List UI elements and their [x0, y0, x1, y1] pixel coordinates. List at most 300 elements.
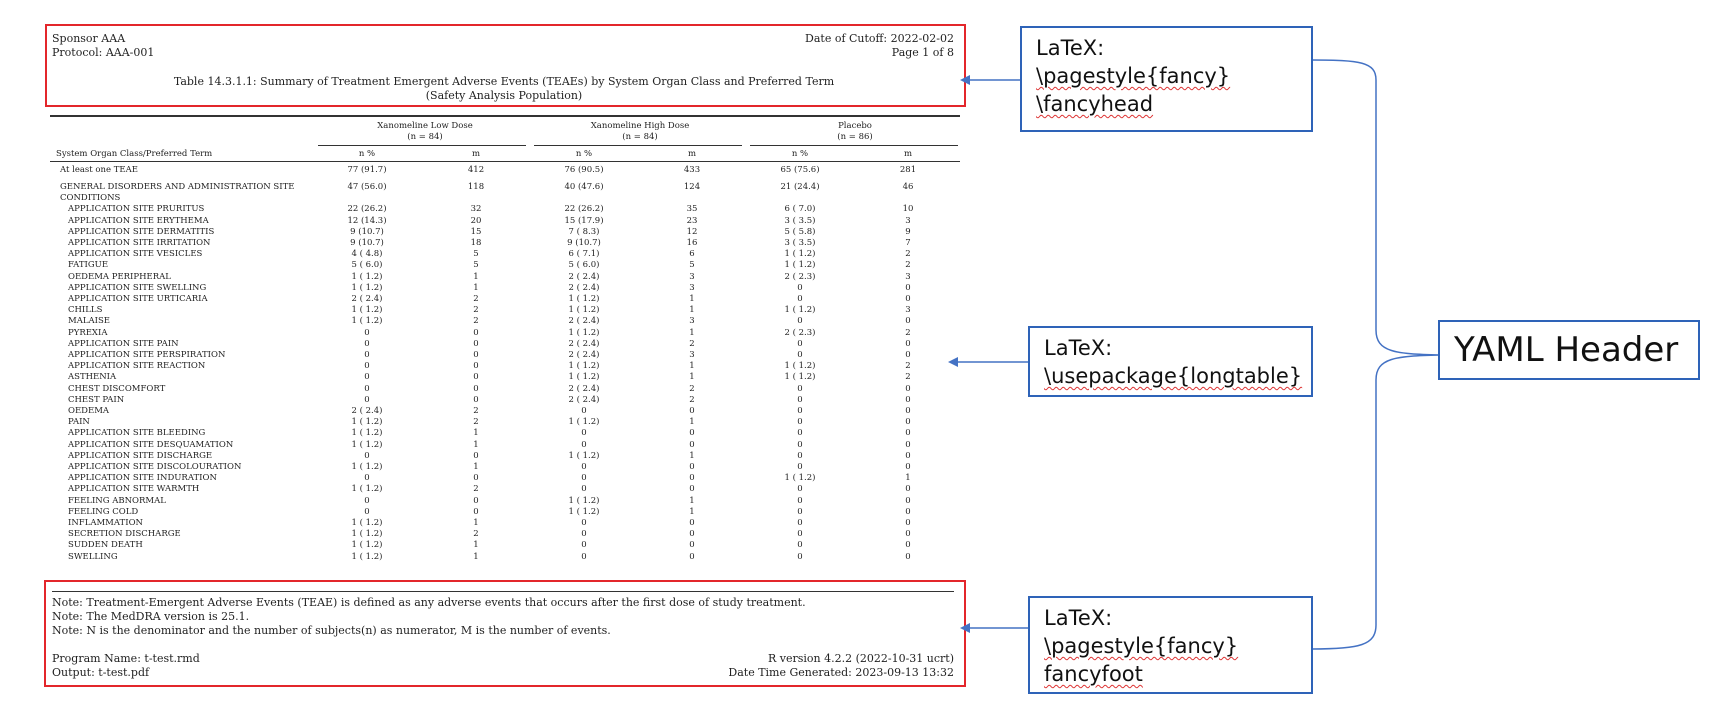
cell-n-percent: 0	[797, 529, 803, 540]
cell-n-percent: 5 ( 5.8)	[784, 226, 816, 237]
cell-n-percent: 22 (26.2)	[347, 204, 387, 215]
cell-n-percent: 2 ( 2.4)	[351, 294, 383, 304]
cell-m: 1	[473, 462, 479, 472]
group-rule	[318, 145, 526, 146]
cell-n-percent: 40 (47.6)	[564, 182, 604, 193]
cell-m: 0	[689, 484, 695, 495]
annotation-code: fancyfoot	[1044, 662, 1143, 686]
row-term: APPLICATION SITE IRRITATION	[68, 238, 211, 248]
table-row	[0, 395, 1000, 406]
cell-m: 0	[905, 450, 911, 461]
output-name: Output: t-test.pdf	[52, 666, 150, 679]
cell-n-percent: 0	[797, 394, 803, 405]
cell-n-percent: 0	[364, 473, 370, 484]
group-name: Xanomeline Low Dose	[377, 121, 473, 131]
cell-n-percent: 0	[581, 540, 587, 551]
row-term: APPLICATION SITE PRURITUS	[68, 204, 205, 215]
table-row	[0, 507, 1000, 518]
cell-m: 1	[473, 439, 479, 450]
cell-n-percent: 0	[797, 406, 803, 416]
cell-m: 2	[473, 417, 479, 428]
cell-n-percent: 1 ( 1.2)	[351, 271, 383, 282]
cell-m: 0	[905, 417, 911, 428]
cell-n-percent: 7 ( 8.3)	[568, 226, 600, 237]
cell-m: 1	[689, 450, 695, 461]
table-row	[0, 406, 1000, 417]
cell-m: 3	[689, 316, 695, 327]
cell-m: 0	[905, 462, 911, 472]
row-term: APPLICATION SITE REACTION	[68, 361, 206, 372]
annotation-code: \pagestyle{fancy}	[1036, 64, 1231, 88]
cell-n-percent: 0	[581, 473, 587, 484]
annotation-line	[1044, 632, 1297, 660]
annotation-fancyhead	[1020, 26, 1313, 132]
table-row	[0, 462, 1000, 473]
cell-n-percent: 0	[797, 439, 803, 450]
cell-m: 124	[683, 182, 701, 193]
cell-n-percent: 0	[581, 551, 587, 562]
table-row	[0, 283, 1000, 294]
cell-n-percent: 0	[797, 338, 803, 349]
cell-n-percent: 0	[797, 316, 803, 327]
cell-n-percent: 0	[581, 518, 587, 528]
footer-top-rule	[52, 591, 954, 592]
protocol-label: Protocol: AAA-001	[52, 46, 155, 59]
cell-m: 1	[473, 428, 479, 439]
row-term: SWELLING	[68, 551, 118, 562]
cell-m: 1	[689, 372, 695, 383]
cell-m: 1	[473, 271, 479, 282]
cell-n-percent: 0	[797, 450, 803, 461]
cell-n-percent: 1 ( 1.2)	[351, 316, 383, 327]
cell-m: 0	[905, 406, 911, 416]
row-term: APPLICATION SITE INDURATION	[68, 473, 217, 484]
footer-note-3: Note: N is the denominator and the number of subjects(n) as numerator, M is the number of events.	[52, 624, 611, 637]
annotation-code: \usepackage{longtable}	[1044, 364, 1303, 388]
cell-m: 3	[689, 282, 695, 293]
row-term: APPLICATION SITE SWELLING	[68, 282, 207, 293]
table-row	[0, 451, 1000, 462]
cell-m: 0	[905, 394, 911, 405]
row-term: APPLICATION SITE DERMATITIS	[68, 226, 215, 237]
cell-n-percent: 1 ( 1.2)	[568, 372, 600, 383]
cell-n-percent: 21 (24.4)	[780, 182, 820, 193]
cell-m: 1	[689, 495, 695, 506]
cell-m: 2	[473, 529, 479, 540]
yaml-brace	[1312, 60, 1440, 649]
cell-n-percent: 1 ( 1.2)	[351, 282, 383, 293]
cell-m: 18	[470, 238, 482, 248]
annotation-line	[1044, 362, 1303, 390]
cell-m: 0	[473, 327, 479, 338]
cell-n-percent: 1 ( 1.2)	[784, 473, 816, 484]
table-row	[0, 216, 1000, 227]
table-row	[0, 529, 1000, 540]
cell-n-percent: 2 ( 2.4)	[568, 350, 600, 360]
row-term: APPLICATION SITE PERSPIRATION	[68, 350, 226, 360]
annotation-longtable	[1028, 326, 1313, 397]
cell-n-percent: 2 ( 2.4)	[568, 316, 600, 327]
cell-m: 2	[905, 372, 911, 383]
cell-m: 2	[473, 305, 479, 316]
row-term: OEDEMA PERIPHERAL	[68, 271, 171, 282]
table-row	[0, 552, 1000, 563]
group-n: (n = 86)	[837, 132, 873, 142]
date-generated: Date Time Generated: 2023-09-13 13:32	[728, 666, 954, 679]
row-term: APPLICATION SITE VESICLES	[68, 249, 203, 260]
cell-m: 0	[905, 383, 911, 394]
cell-n-percent: 22 (26.2)	[564, 204, 604, 215]
table-row	[0, 496, 1000, 507]
cell-n-percent: 2 ( 2.3)	[784, 271, 816, 282]
row-term: APPLICATION SITE BLEEDING	[68, 428, 206, 439]
group-name: Xanomeline High Dose	[590, 121, 690, 131]
cell-n-percent: 0	[364, 450, 370, 461]
row-term: At least one TEAE	[60, 165, 138, 175]
cell-m: 2	[905, 361, 911, 372]
cell-m: 1	[473, 282, 479, 293]
cell-n-percent: 3 ( 3.5)	[784, 238, 816, 248]
cell-m: 0	[473, 450, 479, 461]
cell-m: 0	[473, 372, 479, 383]
column-header-term: System Organ Class/Preferred Term	[56, 149, 213, 159]
cell-n-percent: 1 ( 1.2)	[784, 249, 816, 260]
cell-m: 46	[902, 182, 914, 193]
cell-n-percent: 1 ( 1.2)	[784, 361, 816, 372]
cell-m: 5	[689, 260, 695, 271]
annotation-line	[1044, 660, 1297, 688]
column-header-n: n %	[791, 149, 809, 159]
row-term: APPLICATION SITE DISCOLOURATION	[68, 462, 242, 472]
cell-m: 0	[689, 540, 695, 551]
row-term: APPLICATION SITE PAIN	[68, 338, 179, 349]
row-term: FEELING ABNORMAL	[68, 495, 166, 506]
cell-m: 23	[686, 215, 698, 226]
cell-n-percent: 0	[364, 350, 370, 360]
cell-n-percent: 0	[581, 439, 587, 450]
cell-n-percent: 47 (56.0)	[347, 182, 387, 193]
cell-n-percent: 5 ( 6.0)	[568, 260, 600, 271]
table-row	[0, 484, 1000, 495]
cell-n-percent: 0	[797, 506, 803, 517]
row-term: SUDDEN DEATH	[68, 540, 143, 551]
table-row	[0, 361, 1000, 372]
row-term: APPLICATION SITE WARMTH	[68, 484, 200, 495]
cell-m: 0	[473, 495, 479, 506]
cell-m: 2	[689, 383, 695, 394]
cell-n-percent: 0	[797, 540, 803, 551]
cell-n-percent: 2 ( 2.3)	[784, 327, 816, 338]
table-row	[0, 238, 1000, 249]
group-n: (n = 84)	[407, 132, 443, 142]
table-row	[0, 316, 1000, 327]
cell-m: 2	[473, 484, 479, 495]
cell-n-percent: 12 (14.3)	[347, 215, 387, 226]
cell-n-percent: 0	[581, 462, 587, 472]
cell-n-percent: 2 ( 2.4)	[568, 282, 600, 293]
table-row	[0, 339, 1000, 350]
cell-m: 0	[473, 338, 479, 349]
cell-n-percent: 1 ( 1.2)	[351, 417, 383, 428]
cell-m: 1	[473, 540, 479, 551]
cell-n-percent: 1 ( 1.2)	[351, 462, 383, 472]
cell-n-percent: 3 ( 3.5)	[784, 215, 816, 226]
column-header-m: m	[471, 149, 481, 159]
cell-n-percent: 0	[797, 282, 803, 293]
cell-m: 433	[683, 165, 701, 175]
cell-m: 0	[905, 529, 911, 540]
cell-n-percent: 0	[797, 350, 803, 360]
row-term: PYREXIA	[68, 327, 108, 338]
cell-m: 7	[905, 238, 911, 248]
cell-m: 2	[473, 406, 479, 416]
cell-n-percent: 1 ( 1.2)	[351, 540, 383, 551]
row-term: CHILLS	[68, 305, 103, 316]
cell-n-percent: 0	[364, 383, 370, 394]
cell-n-percent: 2 ( 2.4)	[568, 338, 600, 349]
annotation-line: LaTeX:	[1036, 36, 1105, 60]
cell-m: 0	[689, 462, 695, 472]
column-header-n: n %	[575, 149, 593, 159]
cell-m: 0	[905, 484, 911, 495]
cutoff-date: Date of Cutoff: 2022-02-02	[805, 32, 954, 45]
cell-m: 118	[467, 182, 485, 193]
cell-m: 0	[905, 428, 911, 439]
table-row	[0, 518, 1000, 529]
cell-m: 32	[470, 204, 482, 215]
row-term: CHEST DISCOMFORT	[68, 383, 166, 394]
table-row	[0, 350, 1000, 361]
row-term: APPLICATION SITE DISCHARGE	[68, 450, 213, 461]
cell-n-percent: 0	[797, 417, 803, 428]
cell-n-percent: 1 ( 1.2)	[351, 551, 383, 562]
table-row	[0, 165, 1000, 176]
table-row	[0, 384, 1000, 395]
cell-m: 1	[689, 294, 695, 304]
row-term: GENERAL DISORDERS AND ADMINISTRATION SITE CONDITIONS	[60, 182, 295, 204]
cell-m: 2	[689, 394, 695, 405]
cell-m: 20	[470, 215, 482, 226]
cell-n-percent: 0	[797, 462, 803, 472]
cell-m: 1	[473, 551, 479, 562]
column-header-m: m	[903, 149, 913, 159]
cell-m: 0	[689, 529, 695, 540]
cell-n-percent: 0	[364, 372, 370, 383]
cell-n-percent: 1 ( 1.2)	[568, 294, 600, 304]
cell-n-percent: 1 ( 1.2)	[784, 305, 816, 316]
table-top-rule	[50, 115, 960, 117]
cell-m: 0	[689, 439, 695, 450]
row-term: MALAISE	[68, 316, 111, 327]
cell-n-percent: 0	[581, 428, 587, 439]
cell-n-percent: 1 ( 1.2)	[568, 305, 600, 316]
row-term: OEDEMA	[68, 406, 110, 416]
row-term: FEELING COLD	[68, 506, 139, 517]
cell-m: 0	[689, 473, 695, 484]
cell-m: 2	[473, 316, 479, 327]
table-row	[0, 182, 1000, 204]
cell-n-percent: 6 ( 7.0)	[784, 204, 816, 215]
cell-n-percent: 0	[797, 383, 803, 394]
table-subtitle: (Safety Analysis Population)	[425, 89, 583, 102]
cell-m: 9	[905, 226, 911, 237]
cell-m: 15	[470, 226, 482, 237]
cell-m: 1	[905, 473, 911, 484]
cell-m: 1	[473, 518, 479, 528]
cell-m: 2	[905, 260, 911, 271]
table-row	[0, 249, 1000, 260]
cell-m: 0	[473, 361, 479, 372]
cell-m: 12	[686, 226, 698, 237]
cell-n-percent: 6 ( 7.1)	[568, 249, 600, 260]
cell-n-percent: 0	[797, 495, 803, 506]
cell-n-percent: 0	[797, 428, 803, 439]
table-row	[0, 260, 1000, 271]
cell-m: 0	[473, 473, 479, 484]
cell-n-percent: 0	[364, 338, 370, 349]
group-name: Placebo	[838, 121, 872, 131]
cell-m: 5	[473, 249, 479, 260]
cell-n-percent: 1 ( 1.2)	[784, 372, 816, 383]
cell-m: 0	[905, 282, 911, 293]
cell-m: 3	[905, 215, 911, 226]
cell-n-percent: 0	[364, 361, 370, 372]
cell-m: 0	[905, 294, 911, 304]
cell-n-percent: 2 ( 2.4)	[568, 383, 600, 394]
cell-n-percent: 1 ( 1.2)	[568, 495, 600, 506]
cell-n-percent: 1 ( 1.2)	[351, 529, 383, 540]
table-row	[0, 204, 1000, 215]
cell-n-percent: 2 ( 2.4)	[351, 406, 383, 416]
cell-n-percent: 0	[364, 394, 370, 405]
cell-m: 0	[473, 506, 479, 517]
cell-m: 0	[689, 518, 695, 528]
program-name: Program Name: t-test.rmd	[52, 652, 200, 665]
cell-n-percent: 1 ( 1.2)	[568, 417, 600, 428]
cell-m: 0	[905, 350, 911, 360]
table-row	[0, 440, 1000, 451]
cell-n-percent: 1 ( 1.2)	[351, 484, 383, 495]
cell-m: 3	[689, 350, 695, 360]
cell-n-percent: 1 ( 1.2)	[351, 439, 383, 450]
row-term: FATIGUE	[68, 260, 109, 271]
cell-n-percent: 65 (75.6)	[780, 165, 820, 175]
cell-n-percent: 1 ( 1.2)	[568, 361, 600, 372]
cell-m: 0	[905, 338, 911, 349]
table-row	[0, 294, 1000, 305]
column-header-m: m	[687, 149, 697, 159]
cell-n-percent: 15 (17.9)	[564, 215, 604, 226]
annotation-code: \pagestyle{fancy}	[1044, 634, 1239, 658]
column-header-n: n %	[358, 149, 376, 159]
cell-m: 6	[689, 249, 695, 260]
table-row	[0, 417, 1000, 428]
cell-m: 0	[473, 350, 479, 360]
row-term: INFLAMMATION	[68, 518, 143, 528]
cell-n-percent: 1 ( 1.2)	[568, 450, 600, 461]
cell-m: 0	[905, 540, 911, 551]
cell-m: 412	[467, 165, 485, 175]
sponsor-label: Sponsor AAA	[52, 32, 126, 45]
row-term: PAIN	[68, 417, 90, 428]
cell-n-percent: 76 (90.5)	[564, 165, 604, 175]
cell-n-percent: 0	[797, 551, 803, 562]
cell-m: 0	[689, 428, 695, 439]
cell-m: 5	[473, 260, 479, 271]
cell-m: 2	[905, 249, 911, 260]
cell-m: 1	[689, 305, 695, 316]
cell-m: 16	[686, 238, 698, 248]
cell-n-percent: 1 ( 1.2)	[351, 518, 383, 528]
annotation-line: LaTeX:	[1044, 606, 1113, 630]
cell-m: 0	[689, 551, 695, 562]
row-term: APPLICATION SITE URTICARIA	[68, 294, 208, 304]
cell-m: 281	[899, 165, 917, 175]
cell-m: 10	[902, 204, 914, 215]
cell-n-percent: 0	[581, 529, 587, 540]
cell-n-percent: 0	[364, 495, 370, 506]
cell-m: 3	[905, 271, 911, 282]
annotation-line	[1036, 90, 1297, 118]
group-n: (n = 84)	[622, 132, 658, 142]
cell-m: 1	[689, 506, 695, 517]
cell-n-percent: 0	[364, 506, 370, 517]
footer-note-1: Note: Treatment-Emergent Adverse Events (TEAE) is defined as any adverse events that occurs after the first dose of study treatment.	[52, 596, 806, 609]
cell-m: 0	[905, 495, 911, 506]
row-term: APPLICATION SITE ERYTHEMA	[68, 215, 209, 226]
table-row	[0, 272, 1000, 283]
group-header-placebo	[750, 121, 960, 143]
cell-m: 0	[905, 506, 911, 517]
cell-n-percent: 4 ( 4.8)	[351, 249, 383, 260]
annotation-fancyfoot	[1028, 596, 1313, 694]
cell-m: 0	[905, 551, 911, 562]
cell-m: 1	[689, 417, 695, 428]
cell-m: 3	[689, 271, 695, 282]
table-row	[0, 473, 1000, 484]
table-row	[0, 328, 1000, 339]
table-row	[0, 372, 1000, 383]
annotation-line	[1036, 62, 1297, 90]
cell-n-percent: 0	[797, 484, 803, 495]
cell-n-percent: 9 (10.7)	[350, 238, 384, 248]
cell-n-percent: 0	[797, 294, 803, 304]
cell-m: 0	[905, 316, 911, 327]
cell-m: 0	[905, 518, 911, 528]
row-term: SECRETION DISCHARGE	[68, 529, 181, 540]
r-version: R version 4.2.2 (2022-10-31 ucrt)	[767, 652, 954, 665]
cell-n-percent: 2 ( 2.4)	[568, 394, 600, 405]
table-title: Table 14.3.1.1: Summary of Treatment Emergent Adverse Events (TEAEs) by System Organ Class and Preferred Term	[173, 75, 835, 88]
table-row	[0, 428, 1000, 439]
cell-m: 0	[473, 383, 479, 394]
cell-m: 0	[689, 406, 695, 416]
page-number: Page 1 of 8	[891, 46, 954, 59]
cell-m: 2	[905, 327, 911, 338]
row-term: CHEST PAIN	[68, 394, 125, 405]
cell-m: 0	[905, 439, 911, 450]
row-term: ASTHENIA	[68, 372, 117, 383]
group-header-low	[320, 121, 530, 143]
footer-note-2: Note: The MedDRA version is 25.1.	[52, 610, 250, 623]
table-row	[0, 540, 1000, 551]
cell-m: 2	[689, 338, 695, 349]
cell-n-percent: 0	[797, 518, 803, 528]
cell-m: 2	[473, 294, 479, 304]
group-rule	[750, 145, 958, 146]
group-header-high	[535, 121, 745, 143]
annotation-line: LaTeX:	[1044, 336, 1113, 360]
